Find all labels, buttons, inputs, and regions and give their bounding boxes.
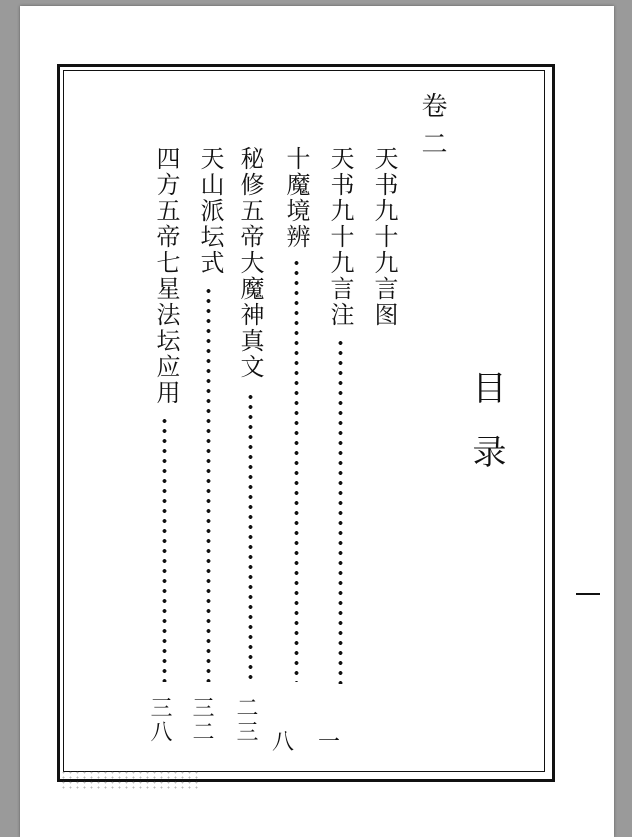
toc-entry-page: 八 (272, 730, 295, 755)
volume-label: 卷二 (417, 92, 447, 168)
toc-entry-title: 天书九十九言图 (370, 146, 398, 328)
toc-entry-title: 秘修五帝大魔神真文 (236, 146, 264, 380)
toc-entry-page: 三二 (189, 696, 214, 744)
toc-entry-page: 一 (318, 730, 341, 755)
toc-entry-title: 天山派坛式 (196, 146, 224, 276)
toc-heading: 目录 (466, 370, 506, 498)
toc-entry-page: 二三 (233, 696, 258, 744)
dot-leader (206, 286, 211, 682)
toc-entry-title: 四方五帝七星法坛应用 (152, 146, 180, 406)
toc-entry-page: 三八 (147, 696, 172, 744)
dot-leader (294, 258, 299, 682)
dot-leader (248, 392, 253, 682)
scan-noise (60, 770, 200, 790)
toc-entry-title: 天书九十九言注 (326, 146, 354, 328)
dot-leader (162, 416, 167, 682)
toc-entry-title: 十魔境辨 (282, 146, 310, 250)
margin-mark (576, 593, 600, 595)
dot-leader (338, 338, 343, 684)
